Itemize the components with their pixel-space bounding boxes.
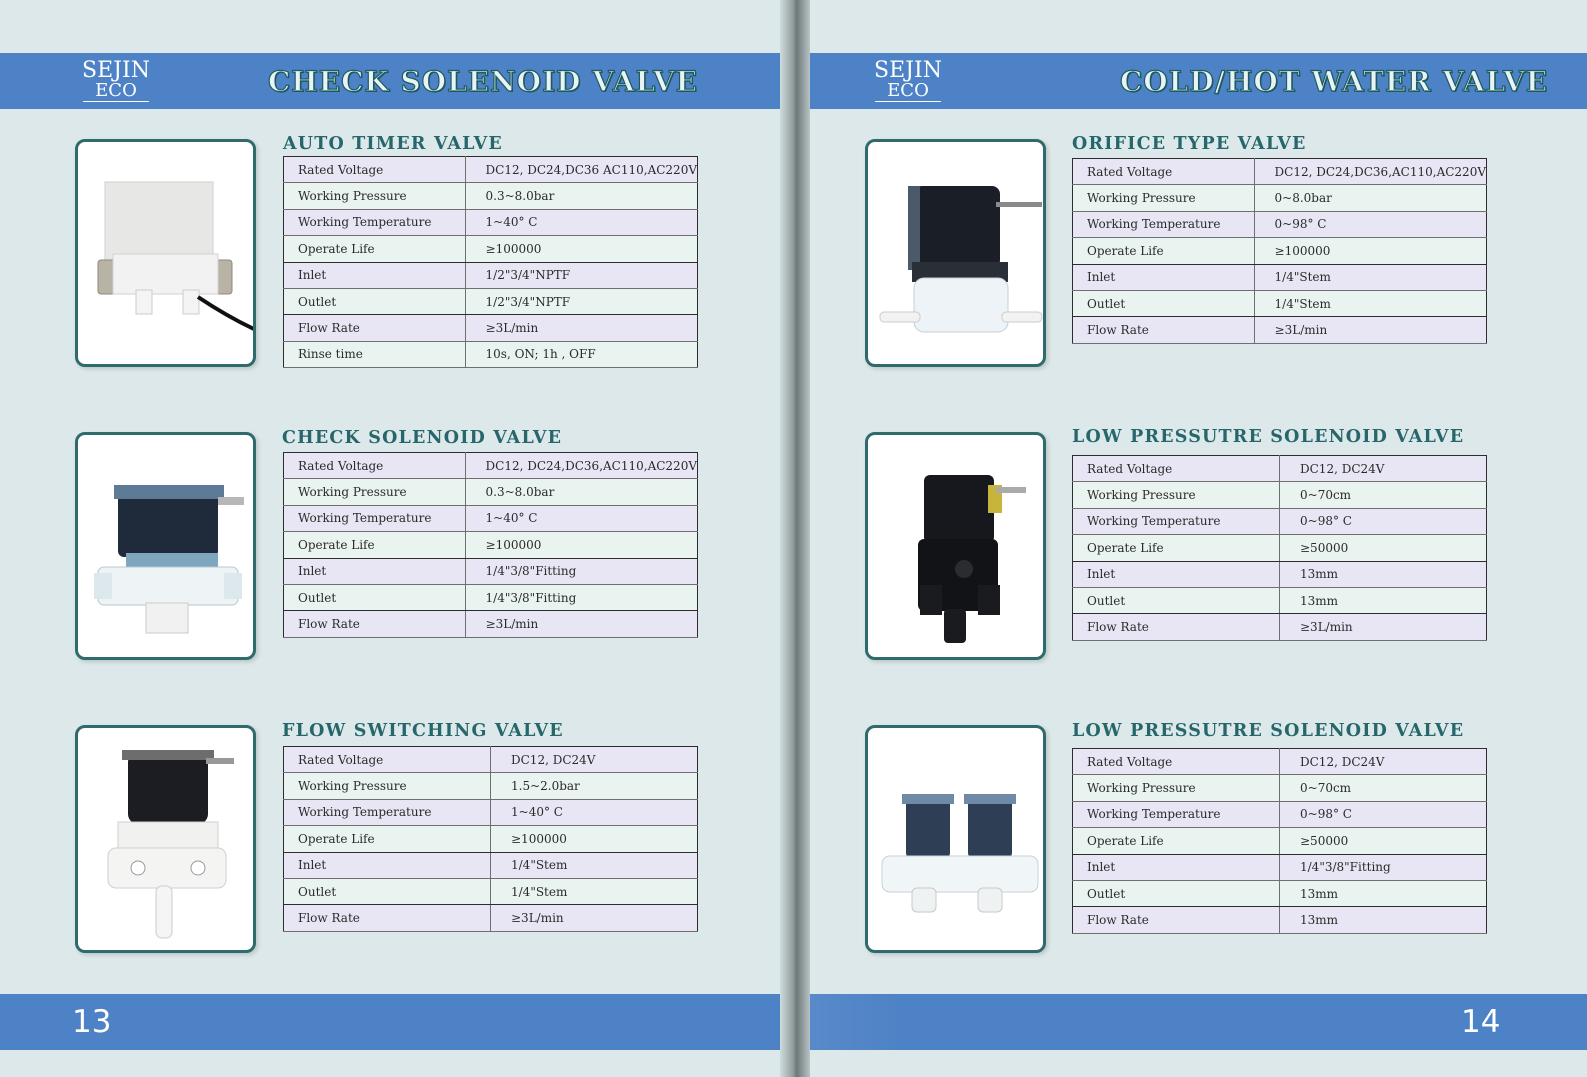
spec-row <box>284 799 698 825</box>
spec-value: ≥100000 <box>1254 238 1486 264</box>
spec-label: Operate Life <box>1073 535 1280 561</box>
spec-label: Working Pressure <box>284 479 466 505</box>
spec-row <box>1073 238 1487 264</box>
spec-row <box>1073 264 1487 290</box>
spec-value: ≥3L/min <box>465 611 697 637</box>
spec-value: 1/2"3/4"NPTF <box>465 262 697 288</box>
spec-row <box>1073 614 1487 640</box>
right-page <box>793 0 1587 1077</box>
spec-value: 0.3~8.0bar <box>465 479 697 505</box>
section-title: ORIFICE TYPE VALVE <box>1072 134 1307 154</box>
spec-row <box>1073 456 1487 482</box>
spec-row <box>284 183 698 209</box>
spec-value: 0.3~8.0bar <box>465 183 697 209</box>
spec-table <box>1072 158 1487 344</box>
spec-label: Working Pressure <box>1073 775 1280 801</box>
spec-label: Inlet <box>284 852 491 878</box>
page-header-title: COLD/HOT WATER VALVE <box>1120 65 1549 98</box>
spec-label: Operate Life <box>284 826 491 852</box>
spec-value: 1/4"3/8"Fitting <box>465 584 697 610</box>
spec-value: 0~98° C <box>1254 211 1486 237</box>
page-number: 13 <box>72 1004 112 1040</box>
dual-solenoid-valve-image <box>868 728 1043 950</box>
low-pressure-valve-black-image <box>868 435 1043 657</box>
spec-row <box>1073 749 1487 775</box>
product-photo-frame <box>75 432 256 660</box>
spec-label: Outlet <box>1073 880 1280 906</box>
spec-label: Flow Rate <box>284 905 491 931</box>
spec-value: 13mm <box>1280 561 1487 587</box>
spec-row <box>284 584 698 610</box>
spec-value: 1~40° C <box>465 505 697 531</box>
spec-label: Operate Life <box>284 532 466 558</box>
footer-band <box>793 994 1587 1050</box>
spec-label: Working Temperature <box>284 505 466 531</box>
book-spine-shadow <box>780 0 810 1077</box>
spec-label: Working Temperature <box>1073 211 1255 237</box>
spec-label: Operate Life <box>1073 828 1280 854</box>
spec-label: Working Temperature <box>284 799 491 825</box>
spec-value: 0~98° C <box>1280 508 1487 534</box>
spec-table <box>1072 455 1487 641</box>
spec-value: ≥3L/min <box>465 315 697 341</box>
product-photo-frame <box>865 432 1046 660</box>
section-title: FLOW SWITCHING VALVE <box>282 721 564 741</box>
spec-value: 0~70cm <box>1280 482 1487 508</box>
header-band <box>0 53 793 109</box>
spec-label: Rated Voltage <box>284 157 466 183</box>
spec-label: Working Pressure <box>284 183 466 209</box>
spec-table <box>1072 748 1487 934</box>
spec-value: DC12, DC24V <box>1280 456 1487 482</box>
spec-value: 1/4"Stem <box>491 852 698 878</box>
spec-value: 1/4"3/8"Fitting <box>1280 854 1487 880</box>
spec-row <box>1073 828 1487 854</box>
spec-row <box>284 878 698 904</box>
spec-label: Operate Life <box>284 236 466 262</box>
spec-row <box>1073 907 1487 933</box>
spec-value: 1/2"3/4"NPTF <box>465 288 697 314</box>
spec-row <box>1073 801 1487 827</box>
spec-value: 0~70cm <box>1280 775 1487 801</box>
spec-label: Working Temperature <box>1073 801 1280 827</box>
spec-value: 0~8.0bar <box>1254 185 1486 211</box>
spec-value: ≥100000 <box>465 532 697 558</box>
product-photo-frame <box>865 725 1046 953</box>
spec-label: Working Pressure <box>1073 482 1280 508</box>
left-page <box>0 0 793 1077</box>
spec-row <box>1073 775 1487 801</box>
spec-value: 1/4"3/8"Fitting <box>465 558 697 584</box>
spec-row <box>284 905 698 931</box>
spec-label: Flow Rate <box>284 611 466 637</box>
spec-row <box>1073 159 1487 185</box>
spec-label: Rated Voltage <box>1073 159 1255 185</box>
spec-value: ≥3L/min <box>1254 317 1486 343</box>
spec-value: ≥3L/min <box>491 905 698 931</box>
spec-label: Rated Voltage <box>284 747 491 773</box>
spec-value: ≥100000 <box>491 826 698 852</box>
page-header-title: CHECK SOLENOID VALVE <box>268 65 698 98</box>
white-timer-valve-image <box>78 142 253 364</box>
spec-row <box>284 558 698 584</box>
sejin-eco-logo: SEJIN ECO <box>82 58 150 101</box>
spec-row <box>284 236 698 262</box>
sejin-eco-logo: SEJIN ECO <box>874 58 942 101</box>
spec-value: 1~40° C <box>491 799 698 825</box>
spec-label: Rated Voltage <box>1073 749 1280 775</box>
spec-value: DC12, DC24V <box>1280 749 1487 775</box>
spec-value: 1/4"Stem <box>491 878 698 904</box>
spec-value: 13mm <box>1280 907 1487 933</box>
section-title: LOW PRESSUTRE SOLENOID VALVE <box>1072 427 1465 447</box>
orifice-type-valve-image <box>868 142 1043 364</box>
spec-value: 13mm <box>1280 587 1487 613</box>
spec-row <box>1073 561 1487 587</box>
spec-label: Working Pressure <box>1073 185 1255 211</box>
spec-row <box>284 826 698 852</box>
spec-value: DC12, DC24,DC36 AC110,AC220V <box>465 157 697 183</box>
header-band <box>793 53 1587 109</box>
product-photo-frame <box>75 139 256 367</box>
spec-label: Flow Rate <box>284 315 466 341</box>
spec-label: Flow Rate <box>1073 614 1280 640</box>
spec-label: Outlet <box>284 288 466 314</box>
spec-row <box>284 315 698 341</box>
spec-row <box>1073 290 1487 316</box>
section-title: AUTO TIMER VALVE <box>283 134 503 154</box>
spec-row <box>284 611 698 637</box>
spec-row <box>284 479 698 505</box>
spec-value: 0~98° C <box>1280 801 1487 827</box>
spec-label: Working Temperature <box>1073 508 1280 534</box>
spec-value: 13mm <box>1280 880 1487 906</box>
spec-value: DC12, DC24V <box>491 747 698 773</box>
spec-row <box>284 209 698 235</box>
flow-switching-valve-image <box>78 728 253 950</box>
spec-value: ≥50000 <box>1280 535 1487 561</box>
spec-row <box>1073 211 1487 237</box>
spec-row <box>1073 482 1487 508</box>
spec-row <box>1073 854 1487 880</box>
section-title: LOW PRESSUTRE SOLENOID VALVE <box>1072 721 1465 741</box>
spec-label: Flow Rate <box>1073 907 1280 933</box>
spec-row <box>1073 535 1487 561</box>
spec-row <box>284 747 698 773</box>
spec-value: 1/4"Stem <box>1254 290 1486 316</box>
spec-value: ≥3L/min <box>1280 614 1487 640</box>
spec-table <box>283 452 698 638</box>
spec-label: Outlet <box>1073 587 1280 613</box>
spec-table <box>283 746 698 932</box>
spec-row <box>1073 317 1487 343</box>
spec-value: ≥50000 <box>1280 828 1487 854</box>
spec-row <box>284 505 698 531</box>
spec-row <box>284 852 698 878</box>
spec-row <box>1073 587 1487 613</box>
product-photo-frame <box>75 725 256 953</box>
spec-label: Outlet <box>284 584 466 610</box>
spec-row <box>284 453 698 479</box>
spec-row <box>1073 185 1487 211</box>
spec-label: Inlet <box>1073 561 1280 587</box>
spec-value: DC12, DC24,DC36,AC110,AC220V <box>465 453 697 479</box>
spec-row <box>284 157 698 183</box>
spec-row <box>284 341 698 367</box>
spec-label: Inlet <box>1073 854 1280 880</box>
spec-label: Working Temperature <box>284 209 466 235</box>
spec-label: Inlet <box>284 262 466 288</box>
spec-row <box>284 532 698 558</box>
section-title: CHECK SOLENOID VALVE <box>282 428 563 448</box>
spec-row <box>1073 880 1487 906</box>
spec-row <box>284 773 698 799</box>
spec-row <box>284 288 698 314</box>
check-solenoid-valve-image <box>78 435 253 657</box>
spec-label: Outlet <box>284 878 491 904</box>
spec-label: Flow Rate <box>1073 317 1255 343</box>
spec-label: Rinse time <box>284 341 466 367</box>
spec-label: Working Pressure <box>284 773 491 799</box>
spec-row <box>284 262 698 288</box>
spec-label: Operate Life <box>1073 238 1255 264</box>
spec-value: 1~40° C <box>465 209 697 235</box>
spec-label: Rated Voltage <box>284 453 466 479</box>
spec-label: Inlet <box>1073 264 1255 290</box>
spec-value: ≥100000 <box>465 236 697 262</box>
spec-value: DC12, DC24,DC36,AC110,AC220V <box>1254 159 1486 185</box>
product-photo-frame <box>865 139 1046 367</box>
spec-value: 10s, ON; 1h , OFF <box>465 341 697 367</box>
spec-value: 1/4"Stem <box>1254 264 1486 290</box>
spec-value: 1.5~2.0bar <box>491 773 698 799</box>
spec-label: Inlet <box>284 558 466 584</box>
footer-band <box>0 994 793 1050</box>
page-number: 14 <box>1461 1004 1501 1040</box>
spec-label: Rated Voltage <box>1073 456 1280 482</box>
spec-label: Outlet <box>1073 290 1255 316</box>
spec-table <box>283 156 698 368</box>
spec-row <box>1073 508 1487 534</box>
